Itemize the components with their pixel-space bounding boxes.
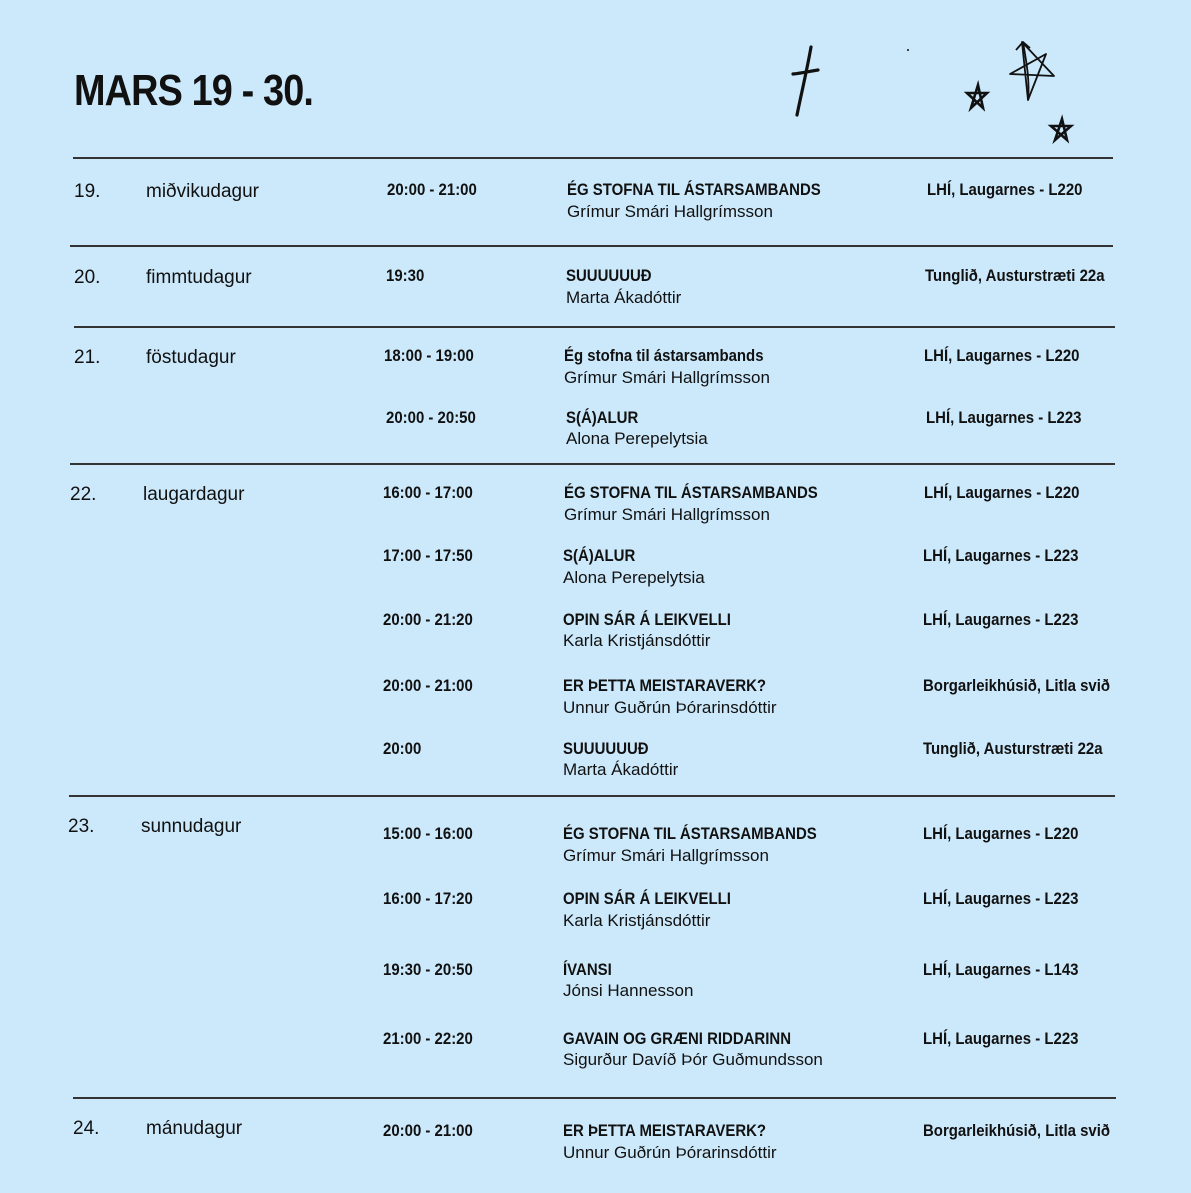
event-time: 16:00 - 17:20 bbox=[383, 889, 473, 908]
event-location: LHÍ, Laugarnes - L223 bbox=[923, 610, 1079, 629]
event-location: LHÍ, Laugarnes - L220 bbox=[923, 824, 1079, 843]
event-artist: Marta Ákadóttir bbox=[563, 760, 679, 779]
divider bbox=[73, 157, 1113, 159]
day-name: miðvikudagur bbox=[146, 181, 259, 202]
event-artist: Unnur Guðrún Þórarinsdóttir bbox=[563, 1143, 777, 1162]
event-time: 19:30 bbox=[386, 266, 425, 285]
event-artist: Marta Ákadóttir bbox=[566, 288, 682, 307]
event-location: LHÍ, Laugarnes - L220 bbox=[927, 180, 1083, 199]
event-time: 20:00 - 21:00 bbox=[383, 1121, 473, 1140]
event-time: 20:00 bbox=[383, 739, 422, 758]
event-location: Tunglið, Austurstræti 22a bbox=[925, 266, 1105, 285]
divider bbox=[70, 245, 1113, 247]
event-time: 20:00 - 21:00 bbox=[387, 180, 477, 199]
divider bbox=[73, 1097, 1116, 1099]
day-name: föstudagur bbox=[146, 347, 236, 368]
event-artist: Unnur Guðrún Þórarinsdóttir bbox=[563, 698, 777, 717]
event-artist: Grímur Smári Hallgrímsson bbox=[564, 368, 770, 387]
event-title: ÉG STOFNA TIL ÁSTARSAMBANDS bbox=[567, 180, 821, 199]
cross-icon bbox=[793, 47, 818, 115]
day-number: 20. bbox=[74, 267, 101, 288]
event-artist: Grímur Smári Hallgrímsson bbox=[563, 846, 769, 865]
event-location: LHÍ, Laugarnes - L223 bbox=[923, 889, 1079, 908]
event-artist: Karla Kristjánsdóttir bbox=[563, 631, 711, 650]
event-title: S(Á)ALUR bbox=[566, 408, 639, 427]
event-title: ÉG STOFNA TIL ÁSTARSAMBANDS bbox=[564, 483, 818, 502]
event-location: LHÍ, Laugarnes - L223 bbox=[926, 408, 1082, 427]
event-location: Borgarleikhúsið, Litla svið bbox=[923, 1121, 1111, 1140]
divider bbox=[69, 795, 1115, 797]
small-star-icon bbox=[1051, 119, 1071, 140]
page-title: MARS 19 - 30. bbox=[74, 66, 314, 115]
small-star-icon bbox=[967, 85, 987, 108]
event-time: 15:00 - 16:00 bbox=[383, 824, 473, 843]
event-time: 21:00 - 22:20 bbox=[383, 1029, 473, 1048]
event-time: 19:30 - 20:50 bbox=[383, 960, 473, 979]
event-time: 20:00 - 21:00 bbox=[383, 676, 473, 695]
divider bbox=[70, 463, 1115, 465]
day-number: 24. bbox=[73, 1118, 100, 1139]
event-artist: Jónsi Hannesson bbox=[563, 981, 694, 1000]
event-title: ÍVANSI bbox=[563, 960, 612, 979]
event-location: LHÍ, Laugarnes - L220 bbox=[924, 346, 1080, 365]
event-title: ER ÞETTA MEISTARAVERK? bbox=[563, 676, 767, 695]
event-location: Tunglið, Austurstræti 22a bbox=[923, 739, 1103, 758]
event-title: OPIN SÁR Á LEIKVELLI bbox=[563, 610, 731, 629]
day-number: 23. bbox=[68, 816, 95, 837]
event-artist: Sigurður Davíð Þór Guðmundsson bbox=[563, 1050, 823, 1069]
event-artist: Grímur Smári Hallgrímsson bbox=[564, 505, 770, 524]
day-number: 19. bbox=[74, 181, 101, 202]
event-location: Borgarleikhúsið, Litla svið bbox=[923, 676, 1111, 695]
event-title: OPIN SÁR Á LEIKVELLI bbox=[563, 889, 731, 908]
event-location: LHÍ, Laugarnes - L220 bbox=[924, 483, 1080, 502]
event-time: 16:00 - 17:00 bbox=[383, 483, 473, 502]
event-location: LHÍ, Laugarnes - L223 bbox=[923, 546, 1079, 565]
event-artist: Alona Perepelytsia bbox=[563, 568, 705, 587]
event-time: 17:00 - 17:50 bbox=[383, 546, 473, 565]
day-name: laugardagur bbox=[143, 484, 245, 505]
event-time: 20:00 - 20:50 bbox=[386, 408, 476, 427]
event-time: 20:00 - 21:20 bbox=[383, 610, 473, 629]
event-title: Ég stofna til ástarsambands bbox=[564, 346, 764, 365]
event-title: ER ÞETTA MEISTARAVERK? bbox=[563, 1121, 767, 1140]
day-number: 22. bbox=[70, 484, 97, 505]
day-name: mánudagur bbox=[146, 1118, 243, 1139]
event-time: 18:00 - 19:00 bbox=[384, 346, 474, 365]
event-title: SUUUUUUÐ bbox=[563, 739, 649, 758]
event-artist: Karla Kristjánsdóttir bbox=[563, 911, 711, 930]
event-title: GAVAIN OG GRÆNI RIDDARINN bbox=[563, 1029, 792, 1048]
pentagram-star-icon bbox=[1010, 42, 1054, 100]
event-title: S(Á)ALUR bbox=[563, 546, 636, 565]
event-artist: Alona Perepelytsia bbox=[566, 429, 708, 448]
day-number: 21. bbox=[74, 347, 101, 368]
hand-drawn-doodles bbox=[760, 30, 1090, 150]
event-location: LHÍ, Laugarnes - L143 bbox=[923, 960, 1079, 979]
event-title: ÉG STOFNA TIL ÁSTARSAMBANDS bbox=[563, 824, 817, 843]
event-location: LHÍ, Laugarnes - L223 bbox=[923, 1029, 1079, 1048]
day-name: sunnudagur bbox=[141, 816, 242, 837]
day-name: fimmtudagur bbox=[146, 267, 252, 288]
divider bbox=[74, 326, 1115, 328]
event-title: SUUUUUUÐ bbox=[566, 266, 652, 285]
event-artist: Grímur Smári Hallgrímsson bbox=[567, 202, 773, 221]
